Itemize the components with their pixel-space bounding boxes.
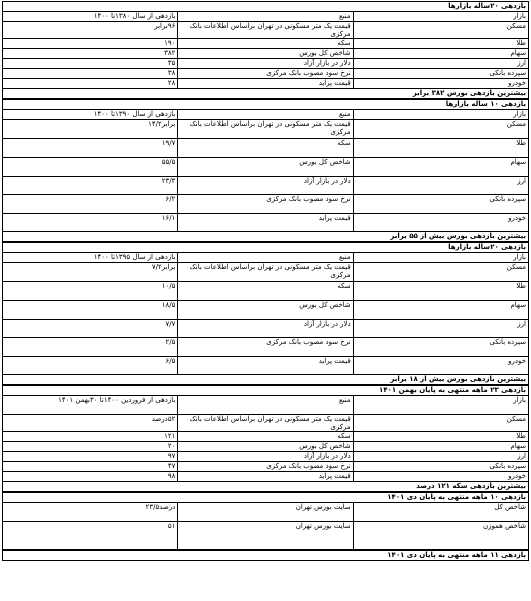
source-cell: قیمت پراید bbox=[178, 214, 353, 232]
summary-row bbox=[3, 375, 529, 385]
source-cell: دلار در بازار آزاد bbox=[178, 452, 353, 462]
market-cell: بازار bbox=[353, 12, 528, 22]
table-row bbox=[3, 253, 529, 263]
section-title: بازدهی ۱۱ ماهه منتهی به پایان دی ۱۴۰۱ bbox=[3, 551, 529, 561]
table-row bbox=[3, 79, 529, 89]
table-row bbox=[3, 22, 529, 39]
section-heading-row bbox=[3, 243, 529, 253]
table-row bbox=[3, 462, 529, 472]
table-row bbox=[3, 432, 529, 442]
value-cell: ۴۷ bbox=[3, 462, 178, 472]
table-row bbox=[3, 442, 529, 452]
table-row bbox=[3, 263, 529, 282]
market-cell: طلا bbox=[353, 39, 528, 49]
market-cell: شاخص کل bbox=[353, 503, 528, 522]
source-cell: منبع bbox=[178, 253, 353, 263]
source-cell: سایت بورس تهران bbox=[178, 522, 353, 550]
market-cell: بازار bbox=[353, 396, 528, 415]
table-row bbox=[3, 214, 529, 232]
table-row bbox=[3, 357, 529, 375]
source-cell: دلار در بازار آزاد bbox=[178, 59, 353, 69]
market-cell: طلا bbox=[353, 282, 528, 301]
source-cell: قیمت پراید bbox=[178, 79, 353, 89]
summary-row bbox=[3, 232, 529, 242]
value-cell: ۹۶برابر bbox=[3, 22, 178, 39]
value-cell: ۶/۵ bbox=[3, 357, 178, 375]
table-row bbox=[3, 120, 529, 139]
value-cell: ۹۷ bbox=[3, 452, 178, 462]
source-cell: منبع bbox=[178, 396, 353, 415]
market-cell: ارز bbox=[353, 320, 528, 338]
source-cell: نرخ سود مصوب بانک مرکزی bbox=[178, 195, 353, 214]
market-cell: خودرو bbox=[353, 472, 528, 482]
value-cell: ۲۳/۳ bbox=[3, 177, 178, 195]
value-cell: ۳۸۲ bbox=[3, 49, 178, 59]
source-cell: دلار در بازار آزاد bbox=[178, 177, 353, 195]
market-cell: سهام bbox=[353, 301, 528, 320]
summary-row bbox=[3, 482, 529, 492]
value-cell: ۱۲۱ bbox=[3, 432, 178, 442]
market-cell: خودرو bbox=[353, 79, 528, 89]
table-row bbox=[3, 338, 529, 357]
table-row bbox=[3, 522, 529, 550]
table-row bbox=[3, 503, 529, 522]
source-cell: نرخ سود مصوب بانک مرکزی bbox=[178, 462, 353, 472]
market-cell: بازار bbox=[353, 253, 528, 263]
table-row bbox=[3, 158, 529, 177]
returns-document bbox=[2, 1, 529, 561]
value-cell: ۲۸ bbox=[3, 79, 178, 89]
value-cell: ۵۱ bbox=[3, 522, 178, 550]
source-cell: منبع bbox=[178, 12, 353, 22]
value-cell: ۱۶/۱ bbox=[3, 214, 178, 232]
market-cell: سپرده بانکی bbox=[353, 462, 528, 472]
value-cell: ۶/۲ bbox=[3, 195, 178, 214]
market-cell: مسکن bbox=[353, 263, 528, 282]
summary-text: بیشترین بازدهی بورس بیش از ۱۸ برابر bbox=[3, 375, 529, 385]
table-row bbox=[3, 39, 529, 49]
table-row bbox=[3, 320, 529, 338]
value-cell: بازدهی از سال ۱۳۹۵تا ۱۴۰۰ bbox=[3, 253, 178, 263]
value-cell: ۱۹۰ bbox=[3, 39, 178, 49]
source-cell: منبع bbox=[178, 110, 353, 120]
value-cell: ۱۰/۵ bbox=[3, 282, 178, 301]
market-cell: سپرده بانکی bbox=[353, 195, 528, 214]
value-cell: ۵۲درصد bbox=[3, 415, 178, 432]
source-cell: شاخص کل بورس bbox=[178, 49, 353, 59]
value-cell: درصد۲۳/۵ bbox=[3, 503, 178, 522]
table-row bbox=[3, 59, 529, 69]
value-cell: بازدهی از سال ۱۳۹۰تا ۱۴۰۰ bbox=[3, 110, 178, 120]
returns-table bbox=[2, 99, 529, 242]
market-cell: ارز bbox=[353, 59, 528, 69]
market-cell: سپرده بانکی bbox=[353, 338, 528, 357]
table-row bbox=[3, 282, 529, 301]
returns-table bbox=[2, 385, 529, 492]
market-cell: سهام bbox=[353, 158, 528, 177]
section-heading-row bbox=[3, 551, 529, 561]
table-row bbox=[3, 110, 529, 120]
source-cell: شاخص کل بورس bbox=[178, 442, 353, 452]
summary-text: بیشترین بازدهی بورس ۳۸۲ برابر bbox=[3, 89, 529, 99]
source-cell: سکه bbox=[178, 432, 353, 442]
table-row bbox=[3, 12, 529, 22]
value-cell: ۱۹/۷ bbox=[3, 139, 178, 158]
market-cell: سهام bbox=[353, 442, 528, 452]
table-row bbox=[3, 49, 529, 59]
source-cell: قیمت پراید bbox=[178, 357, 353, 375]
table-row bbox=[3, 177, 529, 195]
value-cell: بازدهی از فروردین ۱۴۰۰تا ۳۰بهمن ۱۴۰۱ bbox=[3, 396, 178, 415]
market-cell: خودرو bbox=[353, 357, 528, 375]
source-cell: شاخص کل بورس bbox=[178, 301, 353, 320]
value-cell: ۲۰ bbox=[3, 442, 178, 452]
table-row bbox=[3, 396, 529, 415]
returns-table bbox=[2, 492, 529, 550]
section-title: بازدهی ۱۰ ساله بازارها bbox=[3, 100, 529, 110]
returns-table bbox=[2, 1, 529, 99]
value-cell: ۱۸/۵ bbox=[3, 301, 178, 320]
source-cell: قیمت یک متر مسکونی در تهران براساس اطلاعات بانک مرکزی bbox=[178, 22, 353, 39]
market-cell: سپرده بانکی bbox=[353, 69, 528, 79]
value-cell: ۳۵ bbox=[3, 59, 178, 69]
table-row bbox=[3, 415, 529, 432]
value-cell: ۲/۵ bbox=[3, 338, 178, 357]
market-cell: سهام bbox=[353, 49, 528, 59]
market-cell: شاخص هموزن bbox=[353, 522, 528, 550]
section-title: بازدهی ۲۰ساله بازارها bbox=[3, 243, 529, 253]
summary-text: بیشترین بازدهی سکه ۱۲۱ درصد bbox=[3, 482, 529, 492]
market-cell: مسکن bbox=[353, 120, 528, 139]
source-cell: قیمت یک متر مسکونی در تهران براساس اطلاعات بانک مرکزی bbox=[178, 263, 353, 282]
market-cell: طلا bbox=[353, 139, 528, 158]
section-heading-row bbox=[3, 2, 529, 12]
source-cell: سکه bbox=[178, 282, 353, 301]
value-cell: ۹۸ bbox=[3, 472, 178, 482]
market-cell: مسکن bbox=[353, 22, 528, 39]
value-cell: برابر۱۴/۲ bbox=[3, 120, 178, 139]
market-cell: ارز bbox=[353, 452, 528, 462]
section-heading-row bbox=[3, 493, 529, 503]
table-row bbox=[3, 301, 529, 320]
section-heading-row bbox=[3, 100, 529, 110]
returns-table bbox=[2, 242, 529, 385]
table-row bbox=[3, 472, 529, 482]
value-cell: ۷/۷ bbox=[3, 320, 178, 338]
value-cell: برابر۷/۲ bbox=[3, 263, 178, 282]
source-cell: قیمت یک متر مسکونی در تهران براساس اطلاعات بانک مرکزی bbox=[178, 415, 353, 432]
market-cell: بازار bbox=[353, 110, 528, 120]
source-cell: قیمت پراید bbox=[178, 472, 353, 482]
market-cell: مسکن bbox=[353, 415, 528, 432]
source-cell: سکه bbox=[178, 39, 353, 49]
source-cell: سکه bbox=[178, 139, 353, 158]
returns-table bbox=[2, 550, 529, 561]
section-heading-row bbox=[3, 386, 529, 396]
table-row bbox=[3, 195, 529, 214]
value-cell: ۵۵/۵ bbox=[3, 158, 178, 177]
source-cell: نرخ سود مصوب بانک مرکزی bbox=[178, 338, 353, 357]
section-title: بازدهی ۲۰ساله بازارها bbox=[3, 2, 529, 12]
table-row bbox=[3, 69, 529, 79]
table-row bbox=[3, 452, 529, 462]
market-cell: طلا bbox=[353, 432, 528, 442]
summary-text: بیشترین بازدهی بورس بیش از ۵۵ برابر bbox=[3, 232, 529, 242]
value-cell: بازدهی از سال ۱۳۸۰تا ۱۴۰۰ bbox=[3, 12, 178, 22]
source-cell: دلار در بازار آزاد bbox=[178, 320, 353, 338]
summary-row bbox=[3, 89, 529, 99]
market-cell: ارز bbox=[353, 177, 528, 195]
table-row bbox=[3, 139, 529, 158]
section-title: بازدهی ۲۳ ماهه منتهی به پایان بهمن ۱۴۰۱ bbox=[3, 386, 529, 396]
source-cell: نرخ سود مصوب بانک مرکزی bbox=[178, 69, 353, 79]
market-cell: خودرو bbox=[353, 214, 528, 232]
source-cell: شاخص کل بورس bbox=[178, 158, 353, 177]
section-title: بازدهی ۱۰ ماهه منتهی به پایان دی ۱۴۰۱ bbox=[3, 493, 529, 503]
source-cell: قیمت یک متر مسکونی در تهران براساس اطلاعات بانک مرکزی bbox=[178, 120, 353, 139]
source-cell: سایت بورس تهران bbox=[178, 503, 353, 522]
value-cell: ۳۸ bbox=[3, 69, 178, 79]
